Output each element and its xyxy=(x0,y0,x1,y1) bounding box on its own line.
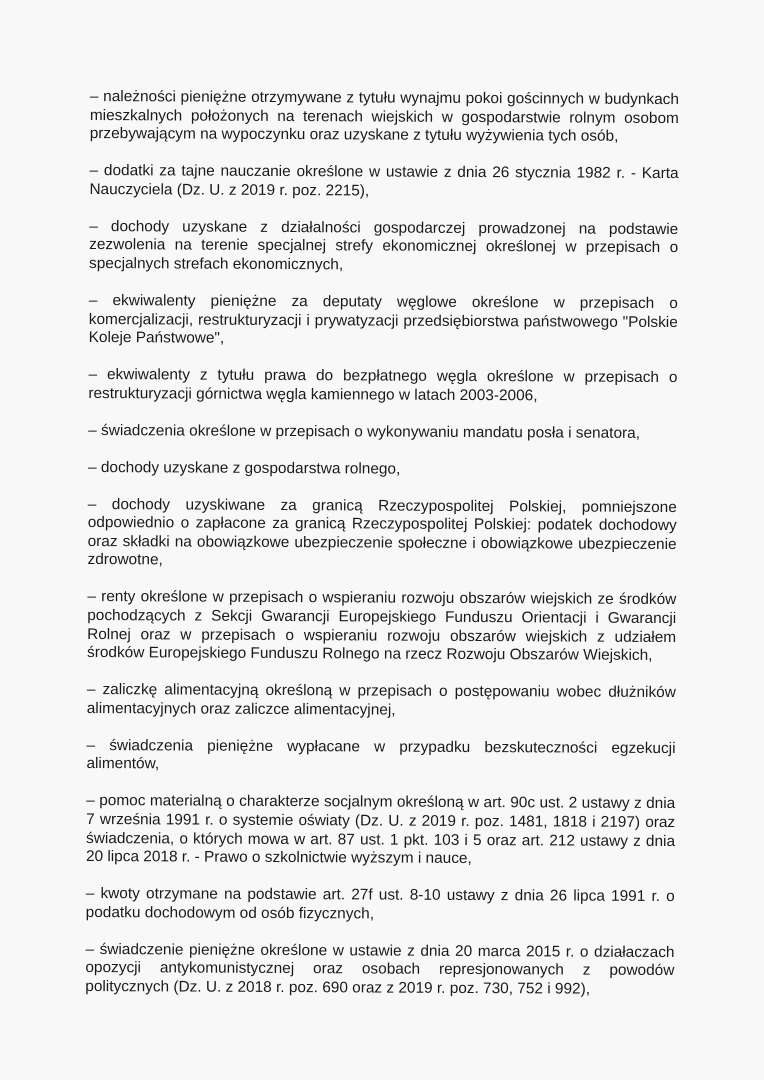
list-item-coal-deputat-equivalents: – ekwiwalenty pieniężne za deputaty węglowe określone w przepisach o komercjalizacji, restrukturyzacji i prywatyzacji przedsiębiorstwa państwowego "Polskie Koleje Państwowe", xyxy=(88,291,678,347)
document-body xyxy=(85,88,679,1018)
list-item-free-coal-equivalents: – ekwiwalenty z tytułu prawa do bezpłatnego węgla określone w przepisach o restrukturyzacji górnictwa węgla kamiennego w latach 2003-2006, xyxy=(88,366,678,405)
list-item-secret-teaching-allowance: – dodatki za tajne nauczanie określone w ustawie z dnia 26 stycznia 1982 r. - Karta Nauczyciela (Dz. U. z 2019 r. poz. 2215), xyxy=(89,162,679,200)
list-item-foreign-income: – dochody uzyskiwane za granicą Rzeczypospolitej Polskiej, pomniejszone odpowiednio o zapłacone za granicą Rzeczypospolitej Polskiej: podatek dochodowy oraz składki na obowiązkowe ubezpieczenie społeczne i obowiązkowe ubezpieczenie zdrowotne, xyxy=(87,495,677,569)
list-item-mp-senator-benefits: – świadczenia określone w przepisach o wykonywaniu mandatu posła i senatora, xyxy=(88,421,641,442)
list-item-student-social-aid: – pomoc materialną o charakterze socjalnym określoną w art. 90c ust. 2 ustawy z dnia 7 września 1991 r. o systemie oświaty (Dz. U. z 2019 r. poz. 1481, 1818 i 2197) oraz świadczenia, o których mowa w art. 87 ust. 1 pkt. 103 i 5 oraz art. 212 ustawy z dnia 20 lipca 2018 r. - Prawo o szkolnictwie wyższym i nauce, xyxy=(85,792,676,868)
list-item-farm-income: – dochody uzyskane z gospodarstwa rolnego, xyxy=(87,458,401,478)
list-item-alimony-fund-benefits: – świadczenia pieniężne wypłacane w przypadku bezskuteczności egzekucji alimentów, xyxy=(86,736,676,773)
list-item-special-economic-zone-income: – dochody uzyskane z działalności gospodarczej prowadzonej na podstawie zezwolenia na terenie specjalnej strefy ekonomicznej określonej w przepisach o specjalnych strefach ekonomicznych, xyxy=(89,217,679,274)
list-item-guest-rooms-income: – należności pieniężne otrzymywane z tytułu wynajmu pokoi gościnnych w budynkach mieszkalnych położonych na terenach wiejskich w gospodarstwie rolnym osobom przebywającym na wypoczynku oraz uzyskane z tytułu wyżywienia tych osób, xyxy=(89,88,679,145)
list-item-rural-development-pensions: – renty określone w przepisach o wspieraniu rozwoju obszarów wiejskich ze środków pochodzących z Sekcji Gwarancji Europejskiego Funduszu Orientacji i Gwarancji Rolnej oraz w przepisach o wspieraniu rozwoju obszarów wiejskich z udziałem środków Europejskiego Funduszu Rolnego na rzecz Rozwoju Obszarów Wiejskich, xyxy=(86,588,677,665)
list-item-tax-act-amounts: – kwoty otrzymane na podstawie art. 27f ust. 8-10 ustawy z dnia 26 lipca 1991 r. o podatku dochodowym od osób fizycznych, xyxy=(85,885,675,923)
list-item-opposition-activist-benefit: – świadczenie pieniężne określone w ustawie z dnia 20 marca 2015 r. o działaczach opozycji antykomunistycznej oraz osobach represjonowanych z powodów politycznych (Dz. U. z 2018 r. poz. 690 oraz z 2019 r. poz. 730, 752 i 992), xyxy=(85,940,675,998)
list-item-alimony-advance: – zaliczkę alimentacyjną określoną w przepisach o postępowaniu wobec dłużników alimentacyjnych oraz zaliczce alimentacyjnej, xyxy=(86,681,676,719)
